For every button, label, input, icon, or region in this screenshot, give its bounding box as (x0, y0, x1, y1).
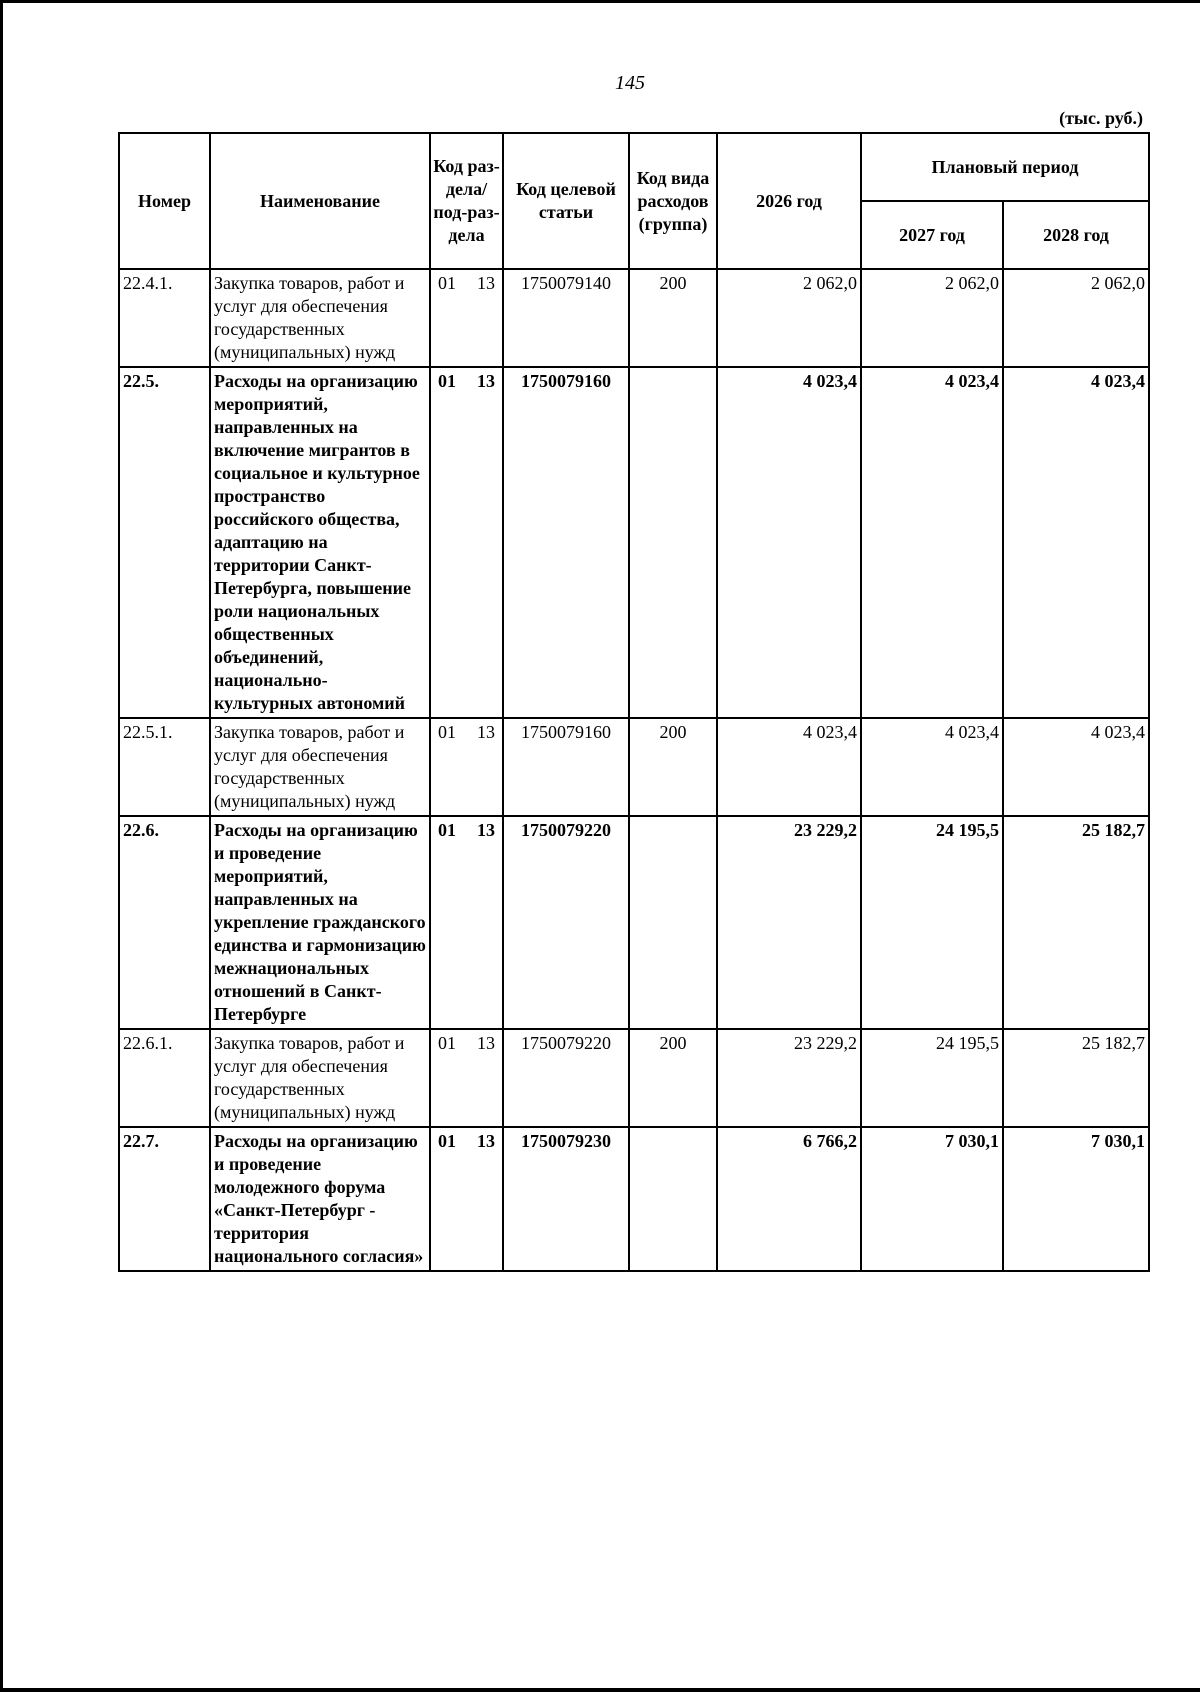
row-section-code (430, 816, 503, 1029)
row-value-2026: 6 766,2 (717, 1127, 861, 1271)
row-section: 01 (438, 371, 456, 391)
row-name: Расходы на организацию и проведение мероприятий, направленных на укрепление гражданского единства и гармонизацию межнациональных отношений в Санкт-Петербурге (210, 816, 430, 1029)
row-subsection: 13 (477, 820, 495, 840)
row-value-2027: 4 023,4 (861, 718, 1003, 816)
header-target-code: Код целевой статьи (503, 133, 629, 269)
header-expense-type: Код вида расходов (группа) (629, 133, 717, 269)
row-expense-type: 200 (629, 1029, 717, 1127)
budget-table (118, 132, 1150, 1272)
row-expense-type: 200 (629, 269, 717, 367)
row-number: 22.6.1. (119, 1029, 210, 1127)
row-section: 01 (438, 1033, 456, 1053)
header-name: Наименование (210, 133, 430, 269)
row-value-2026: 23 229,2 (717, 816, 861, 1029)
row-target-code: 1750079160 (503, 367, 629, 718)
header-year-2026: 2026 год (717, 133, 861, 269)
row-number: 22.5. (119, 367, 210, 718)
row-subsection: 13 (477, 1131, 495, 1151)
header-planned-period: Плановый период (861, 133, 1149, 201)
row-name: Закупка товаров, работ и услуг для обеспечения государственных (муниципальных) нужд (210, 269, 430, 367)
row-section-code (430, 269, 503, 367)
header-section-code: Код раз-дела/ под-раз-дела (430, 133, 503, 269)
row-subsection: 13 (477, 273, 495, 293)
row-value-2027: 24 195,5 (861, 816, 1003, 1029)
row-expense-type (629, 1127, 717, 1271)
row-value-2028: 4 023,4 (1003, 367, 1149, 718)
row-value-2027: 4 023,4 (861, 367, 1003, 718)
row-number: 22.7. (119, 1127, 210, 1271)
row-number: 22.6. (119, 816, 210, 1029)
row-target-code: 1750079140 (503, 269, 629, 367)
row-value-2027: 7 030,1 (861, 1127, 1003, 1271)
row-value-2026: 4 023,4 (717, 367, 861, 718)
header-number: Номер (119, 133, 210, 269)
row-target-code: 1750079220 (503, 816, 629, 1029)
page-frame-top (0, 0, 1200, 3)
row-name: Расходы на организацию мероприятий, направленных на включение мигрантов в социальное и культурное пространство российского общества, адаптацию на территории Санкт-Петербурга, повышение роли национальных общественных объединений, национально-культурных автономий (210, 367, 430, 718)
row-value-2026: 4 023,4 (717, 718, 861, 816)
row-expense-type: 200 (629, 718, 717, 816)
row-section-code (430, 1029, 503, 1127)
table-body (119, 269, 1149, 1271)
row-value-2028: 2 062,0 (1003, 269, 1149, 367)
page-frame-left (0, 0, 3, 1692)
table-row (119, 269, 1149, 367)
row-number: 22.4.1. (119, 269, 210, 367)
row-section-code (430, 718, 503, 816)
table-row (119, 1127, 1149, 1271)
row-value-2028: 25 182,7 (1003, 1029, 1149, 1127)
page-frame-bottom (0, 1688, 1200, 1692)
header-year-2027: 2027 год (861, 201, 1003, 269)
row-subsection: 13 (477, 1033, 495, 1053)
row-target-code: 1750079160 (503, 718, 629, 816)
row-section-code (430, 1127, 503, 1271)
row-subsection: 13 (477, 722, 495, 742)
row-target-code: 1750079230 (503, 1127, 629, 1271)
row-name: Закупка товаров, работ и услуг для обеспечения государственных (муниципальных) нужд (210, 1029, 430, 1127)
header-year-2028: 2028 год (1003, 201, 1149, 269)
row-section: 01 (438, 722, 456, 742)
row-expense-type (629, 816, 717, 1029)
row-value-2026: 2 062,0 (717, 269, 861, 367)
table-row (119, 1029, 1149, 1127)
row-expense-type (629, 367, 717, 718)
row-name: Расходы на организацию и проведение молодежного форума «Санкт-Петербург - территория национального согласия» (210, 1127, 430, 1271)
row-number: 22.5.1. (119, 718, 210, 816)
row-section: 01 (438, 273, 456, 293)
row-section: 01 (438, 1131, 456, 1151)
row-value-2027: 24 195,5 (861, 1029, 1003, 1127)
row-name: Закупка товаров, работ и услуг для обеспечения государственных (муниципальных) нужд (210, 718, 430, 816)
row-section-code (430, 367, 503, 718)
row-value-2028: 7 030,1 (1003, 1127, 1149, 1271)
row-value-2028: 25 182,7 (1003, 816, 1149, 1029)
row-value-2026: 23 229,2 (717, 1029, 861, 1127)
row-section: 01 (438, 820, 456, 840)
row-target-code: 1750079220 (503, 1029, 629, 1127)
page-number: 145 (615, 72, 645, 94)
table-row (119, 367, 1149, 718)
units-label: (тыс. руб.) (1059, 108, 1143, 128)
table-header (119, 133, 1149, 269)
table-row (119, 816, 1149, 1029)
row-subsection: 13 (477, 371, 495, 391)
row-value-2028: 4 023,4 (1003, 718, 1149, 816)
table-row (119, 718, 1149, 816)
row-value-2027: 2 062,0 (861, 269, 1003, 367)
